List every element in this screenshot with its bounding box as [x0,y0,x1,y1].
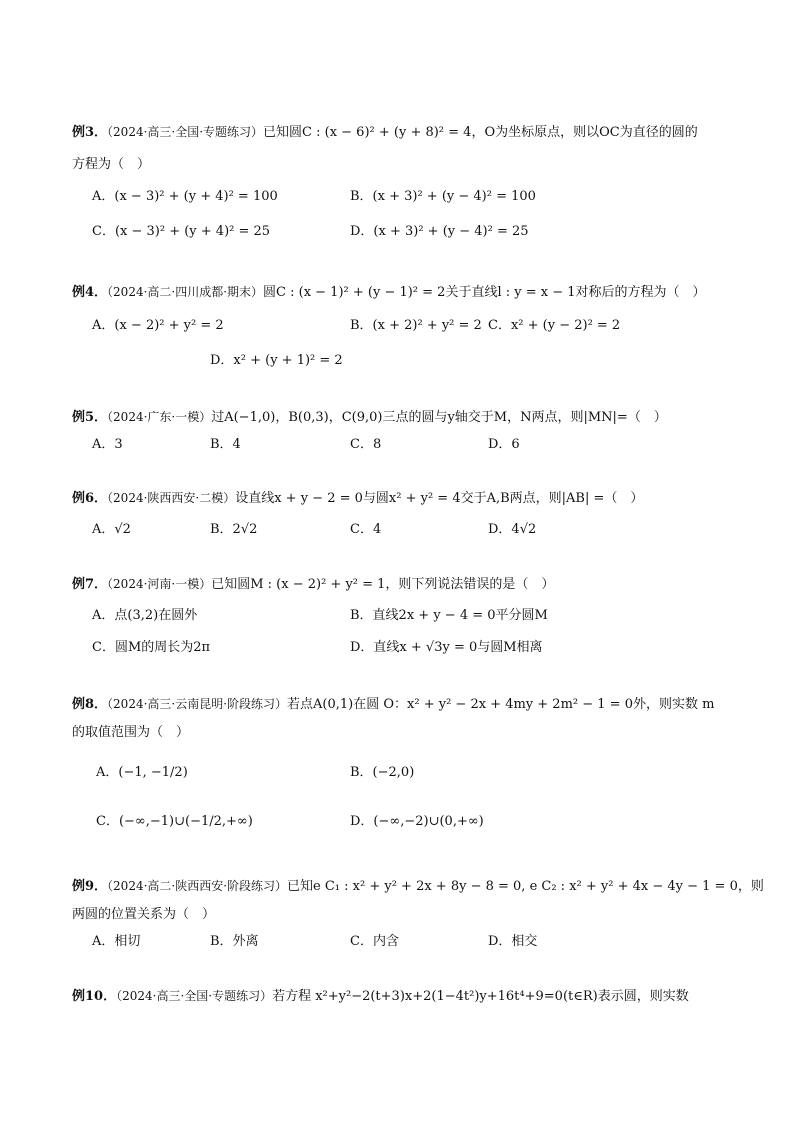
problem-stem: 若方程 x²+y²−2(t+3)x+2(1−4t²)y+16t⁴+9=0(t∈R)表示圆，则实数 [272,989,689,1004]
option-b: B．(−2,0) [350,765,415,780]
option-b: B．(x + 3)² + (y − 4)² = 100 [350,189,536,204]
problem-3-line-2: 方程为（ ） [72,157,151,172]
problem-stem: 圆C : (x − 1)² + (y − 1)² = 2关于直线l : y = x − 1对称后的方程为（ ） [263,285,706,300]
problem-3-line-1 [72,122,732,143]
problem-source: （2024·陕西西安·二模） [107,491,236,505]
option-a: A．点(3,2)在圆外 [92,608,198,623]
option-d: D．x² + (y + 1)² = 2 [210,353,343,368]
problem-stem: 已知e C₁ : x² + y² + 2x + 8y − 8 = 0, e C₂ : x² + y² + 4x − 4y − 1 = 0，则 [287,879,764,894]
problem-9-line-2: 两圆的位置关系为（ ） [72,907,216,922]
option-a: A．相切 [92,934,141,949]
problem-label: 例10． [72,989,117,1004]
option-b: B．(x + 2)² + y² = 2 [350,318,482,333]
option-c: C．4 [350,522,382,537]
problem-source: （2024·高三·云南昆明·阶段练习） [107,697,288,711]
problem-label: 例5． [72,410,108,425]
problem-8-line-1 [72,694,732,715]
problem-8-line-2: 的取值范围为（ ） [72,725,190,740]
problem-9-line-1 [72,876,764,897]
option-a: A．(x − 2)² + y² = 2 [92,318,224,333]
problem-stem: 已知圆M : (x − 2)² + y² = 1，则下列说法错误的是（ ） [211,577,555,592]
problem-4 [72,282,732,303]
problem-label: 例8． [72,697,108,712]
problem-source: （2024·广东·一模） [107,410,212,424]
problem-5 [72,407,732,428]
option-c: C．(x − 3)² + (y + 4)² = 25 [92,224,271,239]
problem-source: （2024·高二·四川成都·期末） [107,285,264,299]
problem-7 [72,574,732,595]
problem-5-line-1 [72,407,732,428]
problem-10 [72,986,732,1007]
problem-label: 例3． [72,125,108,140]
problem-3 [72,122,732,175]
option-a: A．(−1, −1/2) [96,765,188,780]
option-a: A．√2 [92,522,131,537]
problem-stem: 设直线x + y − 2 = 0与圆x² + y² = 4交于A,B两点，则|AB| =（ ） [235,491,644,506]
problem-label: 例9． [72,879,108,894]
option-c: C．内含 [350,934,399,949]
option-b: B．外离 [210,934,259,949]
option-d: D．直线x + √3y = 0与圆M相离 [350,640,543,655]
option-c: C．圆M的周长为2π [92,640,211,655]
option-d: D．6 [488,437,520,452]
problem-source: （2024·高三·全国·专题练习） [107,125,264,139]
problem-source: （2024·河南·一模） [107,577,212,591]
option-d: D．(x + 3)² + (y − 4)² = 25 [350,224,529,239]
problem-stem: 过A(−1,0)，B(0,3)，C(9,0)三点的圆与y轴交于M，N两点，则|MN|=（ ） [211,410,667,425]
problem-9 [72,876,764,925]
problem-6-line-1 [72,488,732,509]
problem-10-line-1 [72,986,732,1007]
problem-4-line-1 [72,282,732,303]
problem-6 [72,488,732,509]
option-d: D．4√2 [488,522,537,537]
option-d: D．(−∞,−2)∪(0,+∞) [350,814,484,829]
option-b: B．直线2x + y − 4 = 0平分圆M [350,608,548,623]
problem-stem: 若点A(0,1)在圆 O：x² + y² − 2x + 4my + 2m² − 1 = 0外，则实数 m [287,697,715,712]
problem-source: （2024·高二·陕西西安·阶段练习） [107,879,288,893]
problem-7-line-1 [72,574,732,595]
option-c: C．x² + (y − 2)² = 2 [488,318,621,333]
option-c: C．(−∞,−1)∪(−1/2,+∞) [96,814,253,829]
option-d: D．相交 [488,934,538,949]
problem-label: 例6． [72,491,108,506]
option-b: B．2√2 [210,522,258,537]
problem-8 [72,694,732,743]
option-a: A．3 [92,437,123,452]
option-b: B．4 [210,437,241,452]
option-c: C．8 [350,437,382,452]
problem-label: 例7． [72,577,108,592]
problem-source: （2024·高三·全国·专题练习） [116,989,273,1003]
problem-label: 例4． [72,285,108,300]
option-a: A．(x − 3)² + (y + 4)² = 100 [92,189,278,204]
problem-stem: 已知圆C : (x − 6)² + (y + 8)² = 4，O为坐标原点，则以OC为直径的圆的 [263,125,698,140]
